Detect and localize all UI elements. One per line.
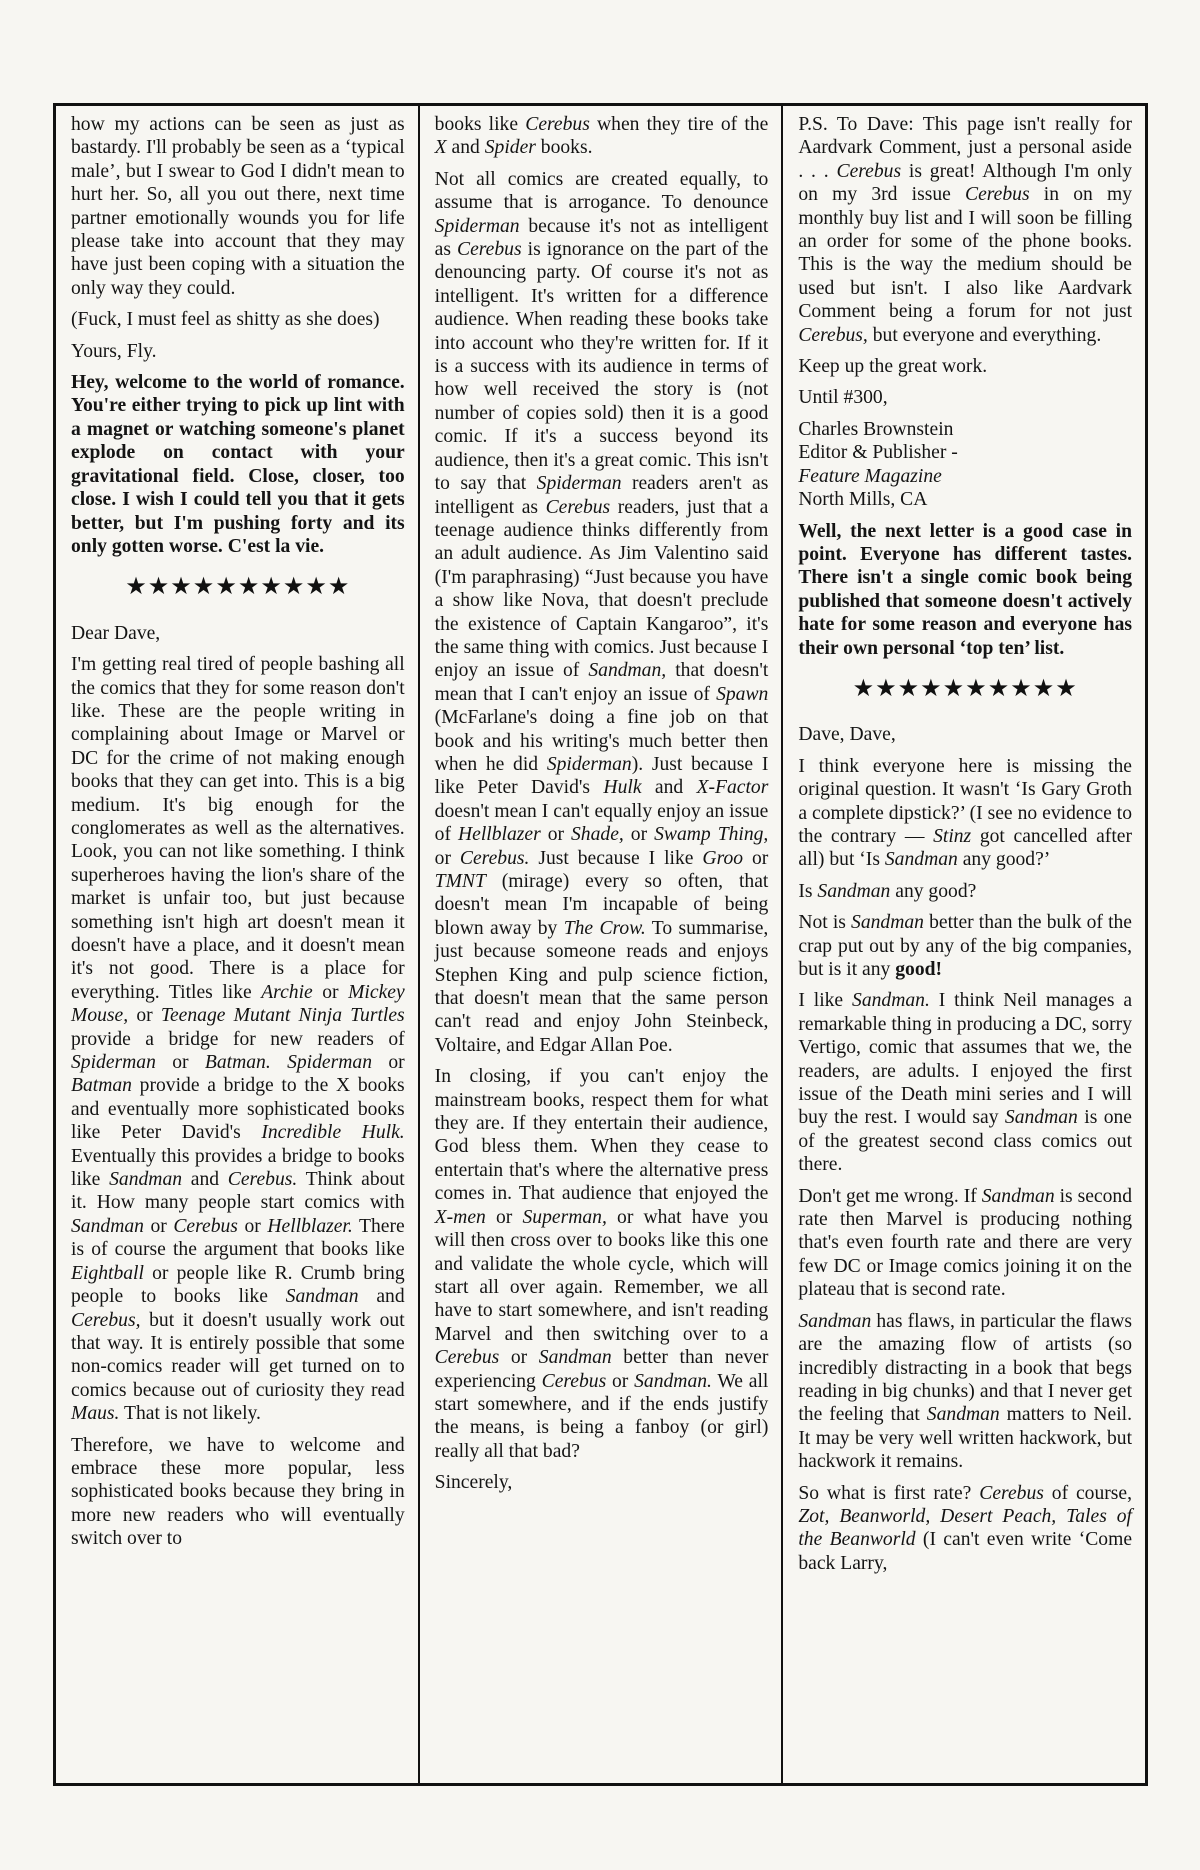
letter-paragraph: Therefore, we have to welcome and embrace these more popular, less sophisticated books because they bring in more new readers who will eventually switch over to [71, 1434, 405, 1550]
letter-paragraph: how my actions can be seen as just as bastardy. I'll probably be seen as a ‘typical male’, but I swear to God I didn't mean to hurt her. So, all you out there, next time partner emotionally wounds you for life please take into account that they may have just been coping with a situation the only way they could. [71, 114, 405, 299]
star-divider: ★★★★★★★★★★ [852, 675, 1078, 702]
letter-paragraph: Dave, Dave, [798, 724, 896, 746]
letter-paragraph: Yours, Fly. [71, 340, 157, 362]
letter-paragraph: In closing, if you can't enjoy the mainstream books, respect them for what they are. If they entertain their audience, God bless them. When they cease to entertain that's where the alternative press comes in. That audience that enjoyed the X-men or Superman, or what have you will then cross over to books like this one and validate the whole cycle, which will start all over again. Remember, we all have to start somewhere, and isn't reading Marvel and then switching over to a Cerebus or Sandman better than never experiencing Cerebus or Sandman. We all start somewhere, and if the ends justify the means, is being a fanboy (or girl) really all that bad? [434, 1066, 769, 1462]
letter-paragraph: Sandman has flaws, in particular the flaws are the amazing flow of artists (so incredibly distracting in a book that begs reading in big chunks) and that I never get the feeling that Sandman matters to Neil. It may be very well written hackwork, but hackwork it remains. [798, 1310, 1133, 1473]
star-divider: ★★★★★★★★★★ [125, 574, 351, 601]
letter-paragraph: Charles Brownstein Editor & Publisher - Feature Magazine North Mills, CA [798, 418, 958, 511]
text-column-1 [56, 106, 418, 1783]
letter-paragraph: Until #300, [798, 387, 888, 409]
text-column-3 [781, 106, 1145, 1783]
letters-page-frame [53, 103, 1148, 1786]
editor-reply-paragraph: Well, the next letter is a good case in point. Everyone has different tastes. There isn't a single comic book being published that someone doesn't actively hate for some reason and everyone has their own personal ‘top ten’ list. [798, 520, 1133, 659]
letter-paragraph: Is Sandman any good? [798, 880, 977, 902]
letter-paragraph: Dear Dave, [71, 622, 161, 644]
letter-paragraph: I think everyone here is missing the original question. It wasn't ‘Is Gary Groth a complete dipstick?’ (I see no evidence to the contrary — Stinz got cancelled after all) but ‘Is Sandman any good?’ [798, 755, 1133, 871]
letter-paragraph: (Fuck, I must feel as shitty as she does) [71, 309, 380, 331]
text-column-2 [418, 106, 782, 1783]
letter-paragraph: P.S. To Dave: This page isn't really for Aardvark Comment, just a personal aside . . . Cerebus is great! Although I'm only on my 3rd issue Cerebus in on my monthly buy list and I will soon be filling an order for some of the phone books. This is the way the medium should be used but isn't. I also like Aardvark Comment being a forum for not just Cerebus, but everyone and everything. [798, 114, 1133, 346]
letter-paragraph: So what is first rate? Cerebus of course, Zot, Beanworld, Desert Peach, Tales of the Beanworld (I can't even write ‘Come back Larry, [798, 1482, 1133, 1574]
letter-paragraph: I like Sandman. I think Neil manages a remarkable thing in producing a DC, sorry Vertigo, comic that assumes that we, the readers, are adults. I enjoyed the first issue of the Death mini series and I will buy the rest. I would say Sandman is one of the greatest second class comics out there. [798, 990, 1133, 1176]
letter-paragraph: Not all comics are created equally, to assume that is arrogance. To denounce Spiderman because it's not as intelligent as Cerebus is ignorance on the part of the denouncing party. Of course it's not as intelligent. It's written for a difference audience. When reading these books take into account who they're written for. If it is a success with its audience in terms of how well received the story is (not number of copies sold) then it is a good comic. If it's a success beyond its audience, then it's a great comic. This isn't to say that Spiderman readers aren't as intelligent as Cerebus readers, just that a teenage audience thinks differently from an adult audience. As Jim Valentino said (I'm paraphrasing) “Just because you have a show like Nova, that doesn't preclude the existence of Captain Kangaroo”, it's the same thing with comics. Just because I enjoy an issue of Sandman, that doesn't mean that I can't enjoy an issue of Spawn (McFarlane's doing a fine job on that book and his writing's much better then when he did Spiderman). Just because I like Peter David's Hulk and X-Factor doesn't mean I can't equally enjoy an issue of Hellblazer or Shade, or Swamp Thing, or Cerebus. Just because I like Groo or TMNT (mirage) every so often, that doesn't mean I'm incapable of being blown away by The Crow. To summarise, just because someone reads and enjoys Stephen King and pulp science fiction, that doesn't mean that the same person can't read and enjoy John Steinbeck, Voltaire, and Edgar Allan Poe. [434, 168, 769, 1056]
letter-paragraph: I'm getting real tired of people bashing all the comics that they for some reason don't like. These are the people writing in complaining about Image or Marvel or DC for the crime of not making enough books that they can get into. This is a big medium. It's big enough for the conglomerates as well as the alternatives. Look, you can not like something. I think superheroes having the lion's share of the market is unfair too, but just because something isn't high art doesn't mean it doesn't have a place, and it doesn't mean it's not good. There is a place for everything. Titles like Archie or Mickey Mouse, or Teenage Mutant Ninja Turtles provide a bridge for new readers of Spiderman or Batman. Spiderman or Batman provide a bridge to the X books and eventually more sophisticated books like Peter David's Incredible Hulk. Eventually this provides a bridge to books like Sandman and Cerebus. Think about it. How many people start comics with Sandman or Cerebus or Hellblazer. There is of course the argument that books like Eightball or people like R. Crumb bring people to books like Sandman and Cerebus, but it doesn't usually work out that way. It is entirely possible that some non-comics reader will get turned on to comics because out of curiosity they read Maus. That is not likely. [71, 654, 405, 1425]
letter-paragraph: Sincerely, [434, 1472, 513, 1494]
letter-paragraph: books like Cerebus when they tire of the X and Spider books. [434, 114, 769, 159]
letter-paragraph: Not is Sandman better than the bulk of the crap put out by any of the big companies, but is it any good! [798, 912, 1133, 980]
letter-paragraph: Keep up the great work. [798, 356, 988, 378]
editor-reply-paragraph: Hey, welcome to the world of romance. You're either trying to pick up lint with a magnet or watching someone's planet explode on contact with your gravitational field. Close, closer, too close. I wish I could tell you that it gets better, but I'm pushing forty and its only gotten worse. C'est la vie. [71, 372, 405, 557]
letter-paragraph: Don't get me wrong. If Sandman is second rate then Marvel is producing nothing that's even fourth rate and there are very few DC or Image comics joining it on the plateau that is second rate. [798, 1185, 1133, 1301]
